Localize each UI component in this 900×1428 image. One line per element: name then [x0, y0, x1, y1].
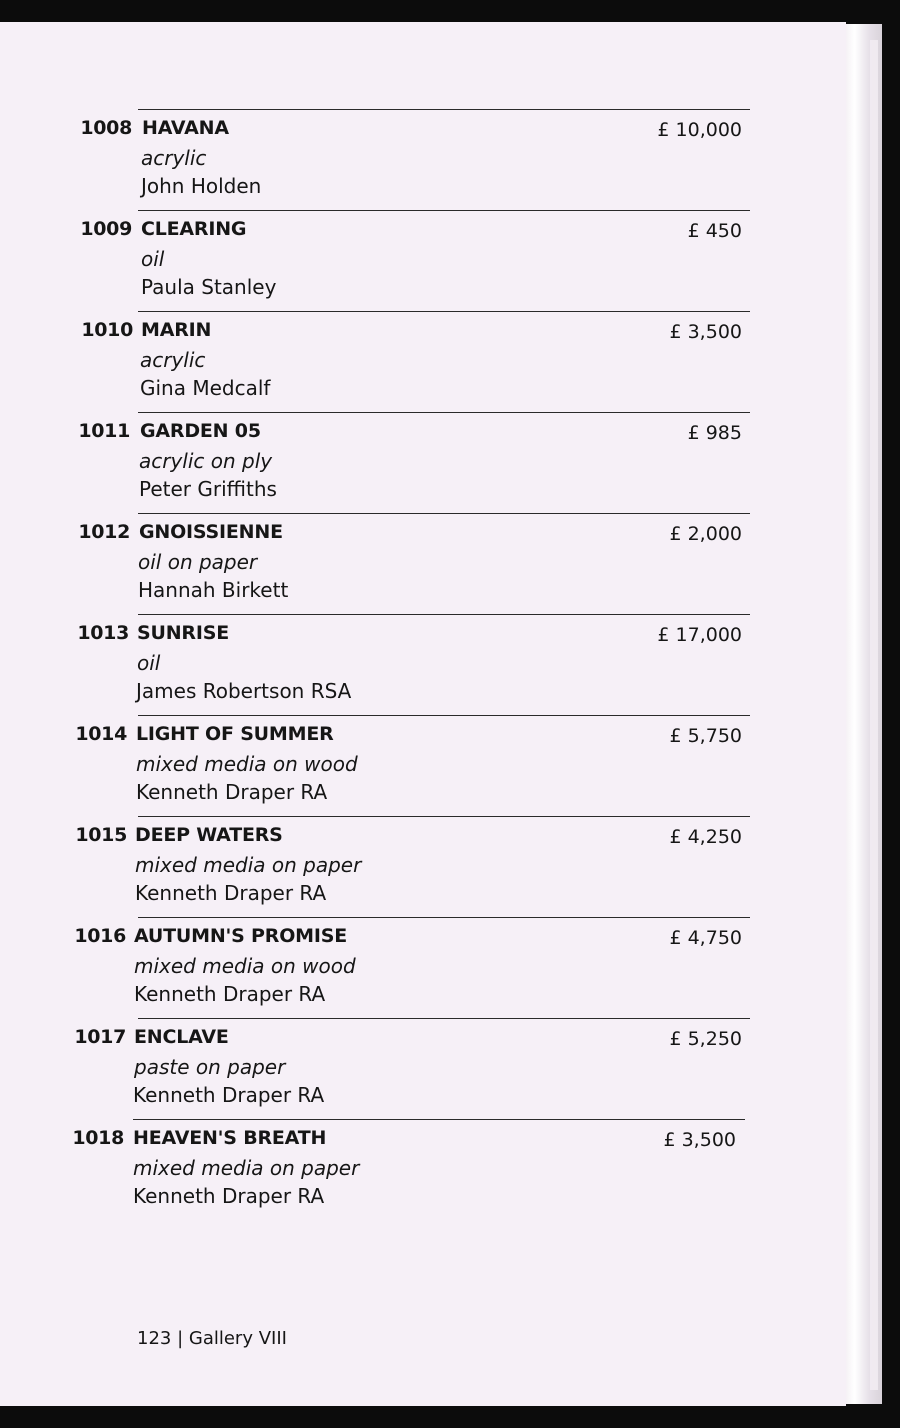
- lot-divider: [138, 412, 750, 413]
- lot-artist: Paula Stanley: [141, 275, 277, 299]
- lot-title: GARDEN 05: [140, 420, 261, 442]
- lot-title: SUNRISE: [137, 622, 229, 644]
- lot-title: LIGHT OF SUMMER: [136, 723, 334, 745]
- lot-title: HEAVEN'S BREATH: [133, 1127, 327, 1149]
- lot-number: 1011: [78, 420, 130, 442]
- lot-title: GNOISSIENNE: [139, 521, 283, 543]
- lot-divider: [138, 715, 750, 716]
- lot-title: MARIN: [141, 319, 212, 341]
- lot-number: 1013: [77, 622, 129, 644]
- lot-medium: acrylic: [141, 146, 207, 170]
- catalogue-page: [0, 22, 846, 1406]
- lot-artist: Hannah Birkett: [138, 578, 289, 602]
- lot-medium: paste on paper: [134, 1055, 286, 1079]
- lot-number: 1016: [74, 925, 126, 947]
- lot-entry: [0, 513, 846, 614]
- lot-number: 1014: [75, 723, 127, 745]
- lot-price: £ 450: [687, 220, 742, 242]
- lot-number: 1015: [75, 824, 127, 846]
- lot-divider: [138, 513, 750, 514]
- lot-medium: oil: [137, 651, 161, 675]
- page-edge-inner: [870, 40, 878, 1390]
- lot-number: 1009: [80, 218, 132, 240]
- lot-artist: Kenneth Draper RA: [134, 982, 326, 1006]
- lot-entry: [0, 311, 846, 412]
- lot-price: £ 5,750: [669, 725, 742, 747]
- lot-divider: [138, 109, 750, 110]
- lot-medium: mixed media on paper: [133, 1156, 360, 1180]
- lot-artist: Peter Griffiths: [139, 477, 277, 501]
- lot-title: HAVANA: [142, 117, 229, 139]
- lot-medium: mixed media on paper: [135, 853, 362, 877]
- lot-divider: [138, 816, 750, 817]
- lot-medium: acrylic: [140, 348, 206, 372]
- lot-entry: [0, 1018, 846, 1119]
- lot-divider: [138, 614, 750, 615]
- lot-price: £ 10,000: [657, 119, 742, 141]
- lot-artist: James Robertson RSA: [136, 679, 352, 703]
- lot-price: £ 17,000: [657, 624, 742, 646]
- lot-price: £ 985: [687, 422, 742, 444]
- lot-entry: [0, 715, 846, 816]
- lot-divider: [133, 1119, 745, 1120]
- lot-title: CLEARING: [141, 218, 247, 240]
- lot-artist: Kenneth Draper RA: [133, 1184, 325, 1208]
- lot-price: £ 3,500: [663, 1129, 736, 1151]
- lot-number: 1008: [80, 117, 132, 139]
- lot-entry: [0, 917, 846, 1018]
- lot-entry: [0, 109, 846, 210]
- lot-divider: [138, 1018, 750, 1019]
- lot-artist: Kenneth Draper RA: [136, 780, 328, 804]
- lot-medium: mixed media on wood: [134, 954, 356, 978]
- lot-title: ENCLAVE: [134, 1026, 229, 1048]
- lot-entry: [0, 614, 846, 715]
- lot-title: AUTUMN'S PROMISE: [134, 925, 348, 947]
- lot-divider: [138, 917, 750, 918]
- lot-number: 1017: [74, 1026, 126, 1048]
- lot-price: £ 2,000: [669, 523, 742, 545]
- lot-artist: Gina Medcalf: [140, 376, 271, 400]
- lot-medium: mixed media on wood: [136, 752, 358, 776]
- lot-medium: acrylic on ply: [139, 449, 273, 473]
- lot-entry: [0, 816, 846, 917]
- lot-title: DEEP WATERS: [135, 824, 283, 846]
- lot-medium: oil: [141, 247, 165, 271]
- lot-price: £ 4,250: [669, 826, 742, 848]
- lot-entry: [0, 1119, 846, 1220]
- lot-medium: oil on paper: [138, 550, 258, 574]
- lot-artist: Kenneth Draper RA: [135, 881, 327, 905]
- lot-number: 1012: [78, 521, 130, 543]
- lot-divider: [138, 210, 750, 211]
- lot-entry: [0, 412, 846, 513]
- lot-price: £ 3,500: [669, 321, 742, 343]
- lot-entry: [0, 210, 846, 311]
- lot-artist: Kenneth Draper RA: [133, 1083, 325, 1107]
- lot-number: 1018: [72, 1127, 124, 1149]
- lot-number: 1010: [81, 319, 133, 341]
- lot-price: £ 4,750: [669, 927, 742, 949]
- page-folio: 123 | Gallery VIII: [137, 1328, 287, 1349]
- lot-price: £ 5,250: [669, 1028, 742, 1050]
- lot-artist: John Holden: [141, 174, 262, 198]
- lot-divider: [138, 311, 750, 312]
